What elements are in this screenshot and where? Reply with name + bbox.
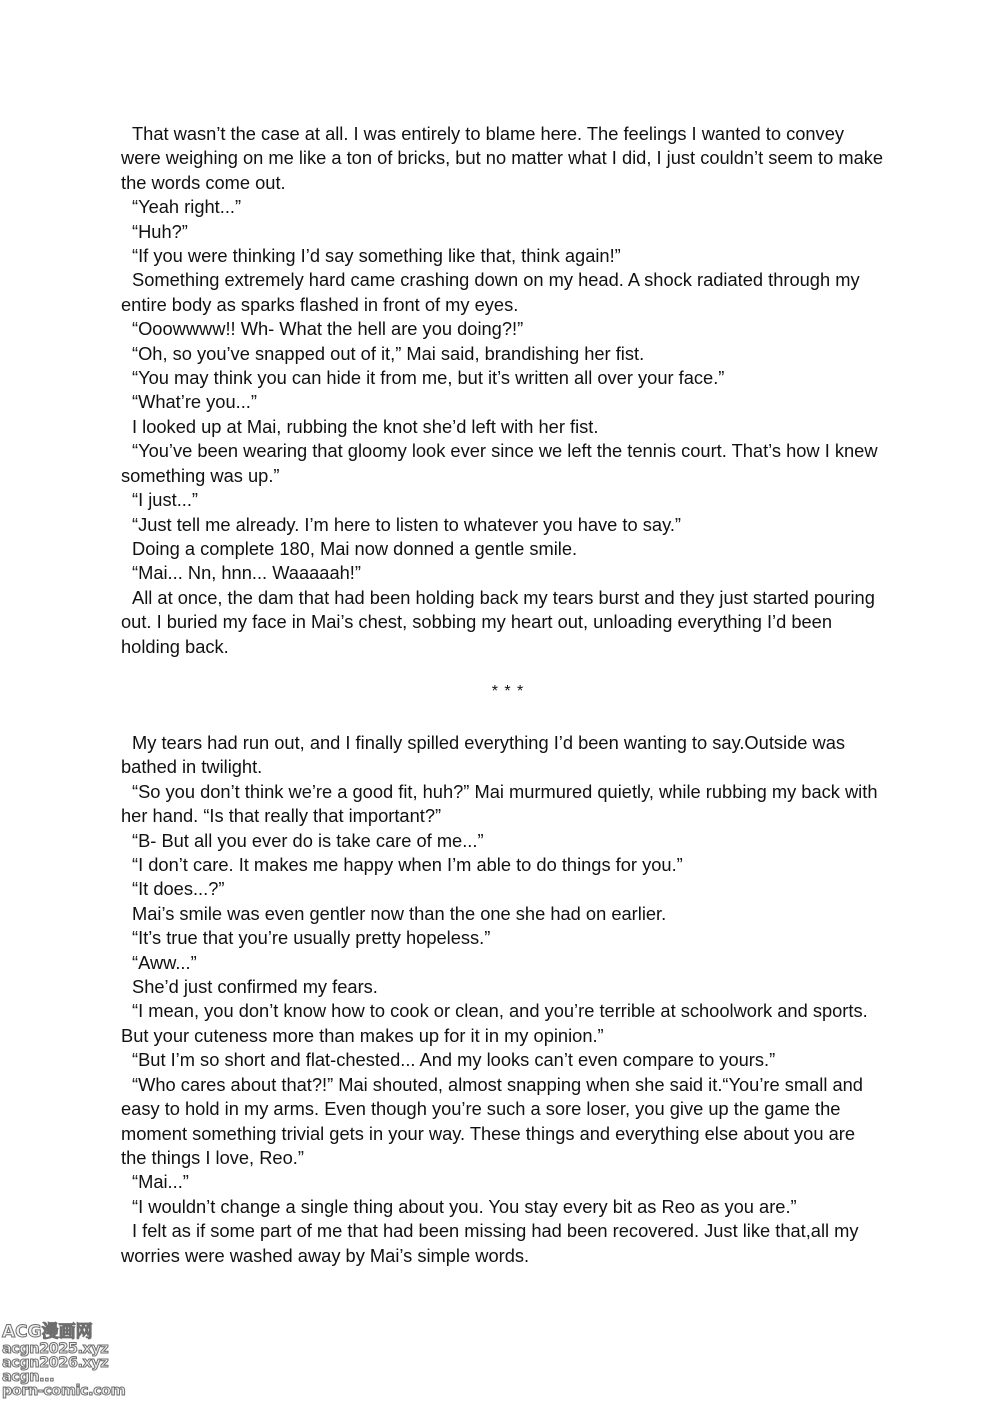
paragraph: That wasn’t the case at all. I was entirely to blame here. The feelings I wanted to convey were weighing on me like a ton of bricks, but no matter what I did, I just couldn’t seem to make the words come out. — [121, 123, 884, 193]
watermark-line: acgn2026.xyz — [2, 1355, 109, 1371]
paragraph: “But I’m so short and flat-chested... And my looks can’t even compare to yours.” — [132, 1049, 776, 1071]
paragraph: “Mai... Nn, hnn... Waaaaah!” — [132, 562, 361, 584]
watermark-line: acgn... — [2, 1369, 55, 1385]
paragraph: “Who cares about that?!” Mai shouted, almost snapping when she said it.“You’re small and easy to hold in my arms. Even though you’re such a sore loser, you give up the game the moment something trivial gets in your way. These things and everything else about you are the things I love, Reo.” — [121, 1073, 863, 1168]
paragraph: “Just tell me already. I’m here to listen to whatever you have to say.” — [132, 513, 682, 535]
paragraph: “You’ve been wearing that gloomy look ever since we left the tennis court. That’s how I knew something was up.” — [121, 440, 878, 486]
paragraph: I looked up at Mai, rubbing the knot she’d left with her fist. — [132, 415, 599, 437]
paragraph: “You may think you can hide it from me, but it’s written all over your face.” — [132, 367, 725, 389]
paragraph: “Yeah right...” — [132, 196, 242, 218]
watermark-brand: ACG漫画网 — [2, 1322, 93, 1342]
paragraph: I felt as if some part of me that had been missing had been recovered. Just like that,all my worries were washed away by Mai’s simple words. — [121, 1220, 859, 1266]
watermark — [2, 1322, 142, 1398]
paragraph: “Mai...” — [132, 1171, 189, 1193]
paragraph: “I don’t care. It makes me happy when I’m able to do things for you.” — [132, 854, 683, 876]
paragraph: “I just...” — [132, 489, 199, 511]
paragraph: “If you were thinking I’d say something like that, think again!” — [132, 245, 621, 267]
paragraph: “So you don’t think we’re a good fit, huh?” Mai murmured quietly, while rubbing my back with her hand. “Is that really that important?” — [121, 780, 878, 827]
paragraph: All at once, the dam that had been holding back my tears burst and they just started pouring out. I buried my face in Mai’s chest, sobbing my heart out, unloading everything I’d been holding back. — [121, 586, 875, 657]
paragraph: “B- But all you ever do is take care of me...” — [132, 829, 484, 851]
paragraph: “Aww...” — [132, 951, 197, 973]
paragraph: Mai’s smile was even gentler now than the one she had on earlier. — [132, 902, 667, 924]
text-block-1 — [121, 122, 885, 659]
paragraph: “It does...?” — [132, 878, 225, 900]
paragraph: “It’s true that you’re usually pretty hopeless.” — [132, 927, 491, 949]
paragraph: Something extremely hard came crashing down on my head. A shock radiated through my entire body as sparks flashed in front of my eyes. — [121, 269, 860, 315]
watermark-line: acgn2025.xyz — [2, 1341, 109, 1357]
paragraph: “I wouldn’t change a single thing about you. You stay every bit as Reo as you are.” — [132, 1195, 797, 1217]
scene-separator: * * * — [491, 683, 525, 700]
text-block-2 — [121, 731, 885, 1268]
paragraph: “What’re you...” — [132, 391, 257, 413]
watermark-line: porn-comic.com — [2, 1383, 126, 1399]
paragraph: My tears had run out, and I finally spilled everything I’d been wanting to say.Outside was bathed in twilight. — [121, 732, 846, 778]
paragraph: “I mean, you don’t know how to cook or clean, and you’re terrible at schoolwork and sports. But your cuteness more than makes up for it in my opinion.” — [121, 1000, 868, 1046]
paragraph: “Oh, so you’ve snapped out of it,” Mai said, brandishing her fist. — [132, 342, 645, 364]
paragraph: Doing a complete 180, Mai now donned a gentle smile. — [132, 537, 578, 559]
paragraph: “Ooowwww!! Wh- What the hell are you doing?!” — [132, 318, 524, 340]
paragraph: “Huh?” — [132, 220, 188, 242]
paragraph: She’d just confirmed my fears. — [132, 976, 378, 998]
